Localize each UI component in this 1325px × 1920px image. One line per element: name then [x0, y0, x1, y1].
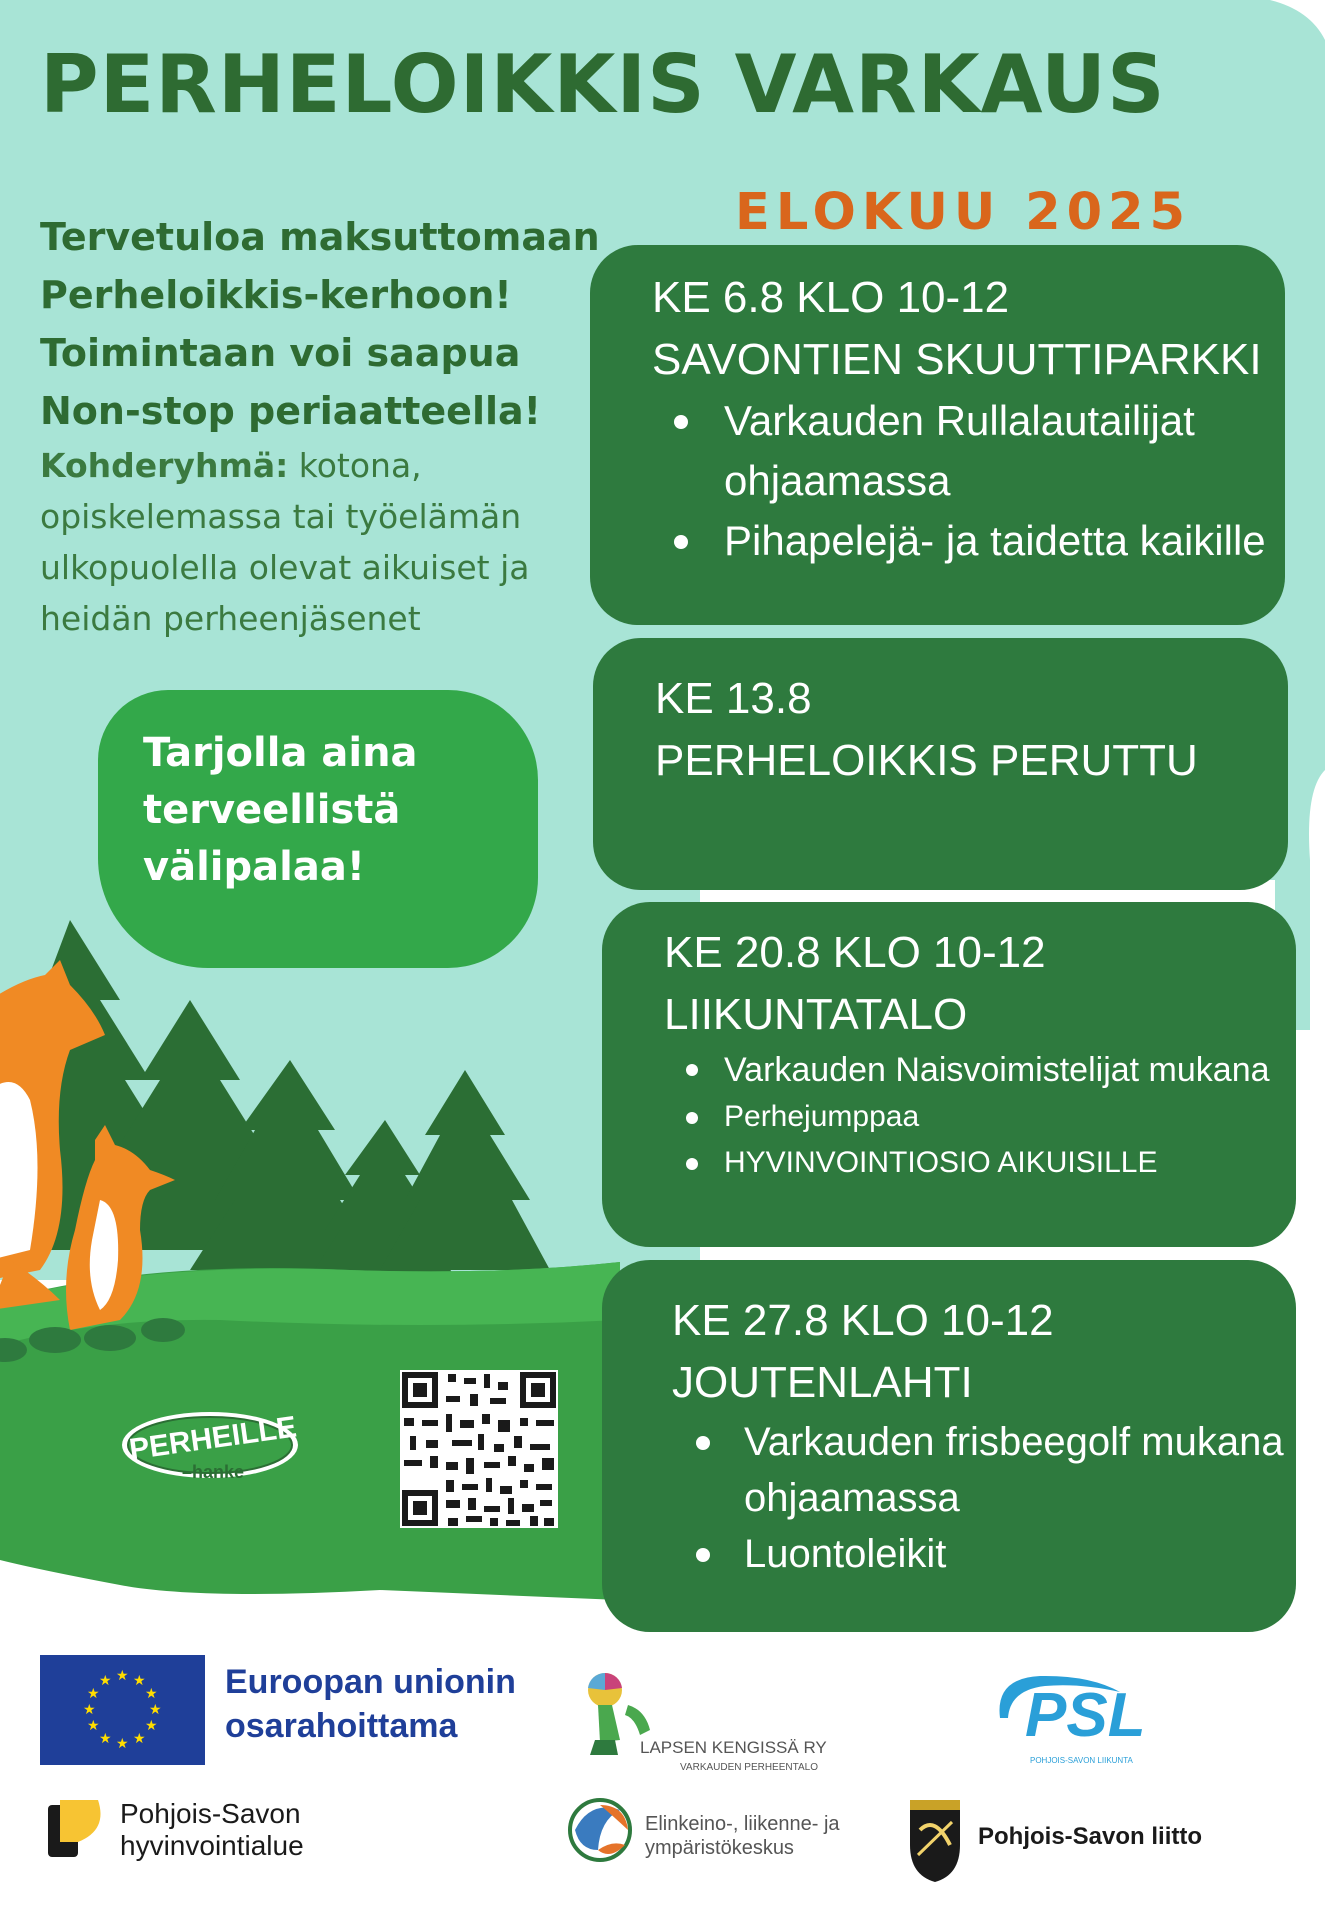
event-card-3: [602, 902, 1296, 1247]
snack-line: Tarjolla aina: [143, 730, 418, 776]
event-item: Luontoleikit: [672, 1526, 1284, 1582]
star-icon: ★: [99, 1673, 112, 1689]
eu-stars: [40, 1655, 205, 1765]
month-heading: ELOKUU 2025: [735, 183, 1192, 242]
star-icon: ★: [133, 1673, 146, 1689]
snack-line: terveellistä: [143, 787, 401, 833]
event-item: HYVINVOINTIOSIO AIKUISILLE: [664, 1140, 1294, 1186]
pshva-text: [120, 1798, 304, 1862]
intro-line: Tervetuloa maksuttomaan: [40, 215, 600, 259]
target-group-description: kotona, opiskelemassa tai työelämän ulkopuolella olevat aikuiset ja heidän perheenjäsenet: [40, 446, 530, 638]
lapsen-line: VARKAUDEN PERHEENTALO: [680, 1762, 818, 1773]
page-title: PERHELOIKKIS VARKAUS: [40, 38, 1166, 131]
eu-line: osarahoittama: [225, 1707, 458, 1745]
star-icon: ★: [83, 1702, 96, 1718]
liitto-text: Pohjois-Savon liitto: [978, 1823, 1203, 1850]
ely-line: Elinkeino-, liikenne- ja: [645, 1813, 840, 1835]
pshva-line: Pohjois-Savon: [120, 1798, 301, 1829]
event-item: Varkauden Naisvoimistelijat mukana: [664, 1046, 1294, 1094]
event-date: KE 6.8 KLO 10-12: [652, 273, 1010, 322]
liitto-coat-of-arms: [910, 1800, 960, 1882]
snack-line: välipalaa!: [143, 844, 366, 890]
star-icon: ★: [133, 1731, 146, 1747]
star-icon: ★: [99, 1731, 112, 1747]
perheille-logo-subtext: –hanke: [181, 1462, 245, 1482]
star-icon: ★: [149, 1702, 162, 1718]
qr-code: [400, 1370, 558, 1528]
event-item: Varkauden frisbeegolf mukana ohjaamassa: [672, 1414, 1284, 1526]
pshva-line: hyvinvointialue: [120, 1830, 304, 1861]
star-icon: ★: [145, 1718, 158, 1734]
event-place: SAVONTIEN SKUUTTIPARKKI: [652, 335, 1262, 384]
star-icon: ★: [116, 1668, 129, 1684]
ely-logo: [570, 1800, 630, 1860]
event-date: KE 27.8 KLO 10-12: [672, 1296, 1054, 1345]
ely-line: ympäristökeskus: [645, 1837, 794, 1859]
star-icon: ★: [87, 1686, 100, 1702]
star-icon: ★: [87, 1718, 100, 1734]
eu-funding-text: [225, 1660, 516, 1748]
event-place: LIIKUNTATALO: [664, 990, 968, 1039]
intro-line: Toimintaan voi saapua: [40, 331, 521, 375]
snack-bubble-text: [143, 725, 503, 896]
intro-text: [40, 208, 615, 440]
perheille-logo-text: PERHEILLE: [127, 1410, 299, 1467]
event-card-2: [593, 638, 1288, 890]
event-card-1: [590, 245, 1285, 625]
star-icon: ★: [145, 1686, 158, 1702]
pshva-logo: [48, 1800, 101, 1857]
lapsen-kengissa-text: [640, 1738, 827, 1773]
psl-logo-subtext: POHJOIS-SAVON LIIKUNTA: [1030, 1756, 1133, 1765]
ely-text: [645, 1812, 840, 1860]
intro-line: Non-stop periaatteella!: [40, 389, 541, 433]
event-item: Varkauden Rullalautailijat ohjaamassa: [652, 391, 1284, 511]
psl-logo-text: PSL: [1025, 1681, 1146, 1750]
target-group-text: [40, 440, 600, 644]
lapsen-line: LAPSEN KENGISSÄ RY: [640, 1738, 827, 1757]
event-date: KE 20.8 KLO 10-12: [664, 928, 1046, 977]
event-item: Perhejumppaa: [664, 1094, 1294, 1140]
eu-line: Euroopan unionin: [225, 1663, 516, 1701]
intro-line: Perheloikkis-kerhoon!: [40, 273, 512, 317]
event-place: JOUTENLAHTI: [672, 1358, 973, 1407]
target-group-label: Kohderyhmä:: [40, 446, 289, 485]
event-date: KE 13.8: [655, 674, 812, 723]
event-place: PERHELOIKKIS PERUTTU: [655, 736, 1198, 785]
event-card-4: [602, 1260, 1296, 1632]
star-icon: ★: [116, 1736, 129, 1752]
event-item: Pihapelejä- ja taidetta kaikille: [652, 511, 1284, 571]
